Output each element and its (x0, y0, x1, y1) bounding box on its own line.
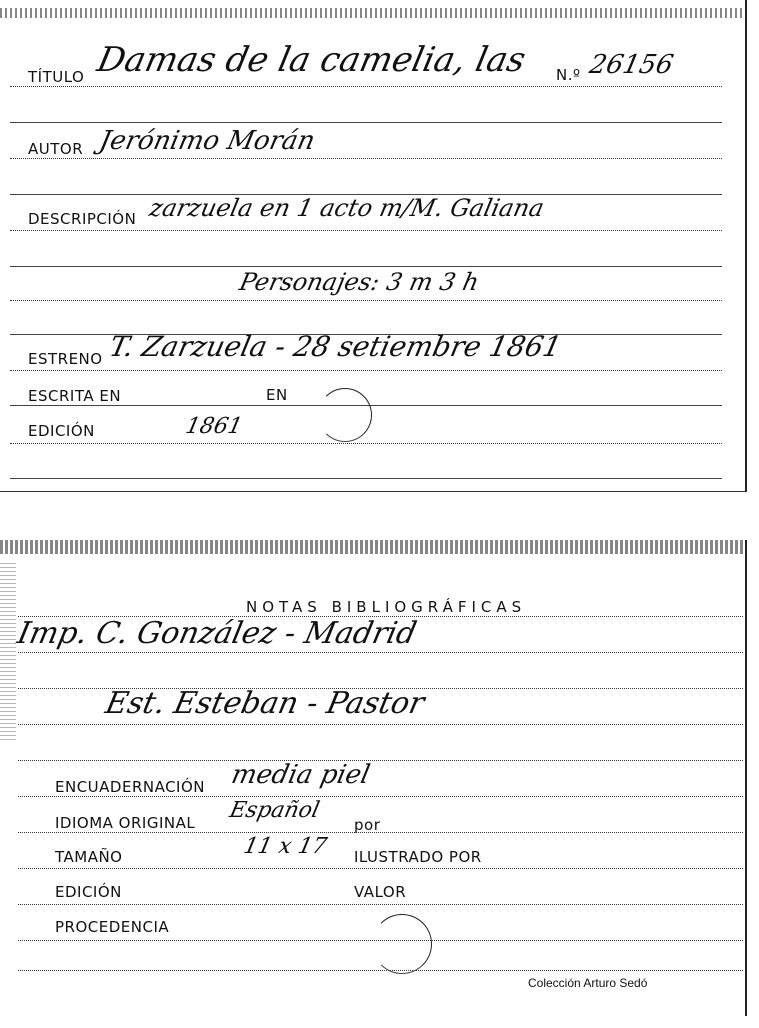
autor-label: AUTOR (28, 140, 84, 158)
edicion-value: 1861 (183, 414, 245, 439)
numero-label: N.º (556, 66, 581, 84)
ruled-line (18, 970, 743, 971)
ruled-line (10, 158, 722, 159)
autor-value: Jerónimo Morán (96, 126, 318, 156)
idioma-value: Español (227, 798, 322, 823)
procedencia-label: PROCEDENCIA (55, 918, 170, 936)
personajes-value: Personajes: 3 m 3 h (237, 268, 482, 296)
note-line-2: Est. Esteban - Pastor (102, 686, 428, 721)
ilustrado-label: ILUSTRADO POR (354, 848, 482, 866)
encuadernacion-label: ENCUADERNACIÓN (55, 778, 206, 796)
ruled-line (10, 478, 722, 479)
ruled-line (18, 868, 743, 869)
stamp-mark (372, 914, 432, 974)
descripcion-label: DESCRIPCIÓN (28, 210, 137, 228)
estreno-label: ESTRENO (28, 350, 103, 368)
catalog-card-back (0, 540, 747, 1016)
encuadernacion-value: media piel (228, 760, 373, 790)
numero-value: 26156 (586, 50, 676, 80)
idioma-label: IDIOMA ORIGINAL (55, 814, 196, 832)
tamano-value: 11 x 17 (241, 834, 330, 859)
notas-heading: NOTAS BIBLIOGRÁFICAS (246, 598, 527, 616)
ruled-line (10, 266, 722, 267)
ruled-line (10, 230, 722, 231)
ruled-line (18, 652, 743, 653)
escrita-label: ESCRITA EN (28, 387, 122, 405)
ruled-line (18, 796, 743, 797)
edicion-label-bottom: EDICIÓN (55, 883, 122, 901)
ruled-line (18, 904, 743, 905)
por-label: por (354, 816, 381, 834)
descripcion-value: zarzuela en 1 acto m/M. Galiana (147, 194, 547, 222)
tamano-label: TAMAÑO (55, 848, 123, 866)
catalog-card-front (0, 0, 747, 492)
ruled-line (10, 370, 722, 371)
ruled-line (18, 724, 743, 725)
valor-label: VALOR (354, 883, 407, 901)
ruled-line (10, 443, 722, 444)
ruled-line (10, 122, 722, 123)
edicion-label: EDICIÓN (28, 422, 95, 440)
titulo-label: TÍTULO (28, 68, 85, 86)
titulo-value: Damas de la camelia, las (93, 40, 530, 80)
ruled-line (18, 760, 743, 761)
collection-footer: Colección Arturo Sedó (528, 976, 648, 990)
stamp-mark (318, 388, 372, 442)
note-line-1: Imp. C. González - Madrid (14, 616, 420, 651)
ruled-line (10, 300, 722, 301)
en-label: EN (266, 386, 288, 404)
ruled-line (18, 832, 743, 833)
ruled-line (10, 86, 722, 87)
estreno-value: T. Zarzuela - 28 setiembre 1861 (106, 330, 565, 363)
